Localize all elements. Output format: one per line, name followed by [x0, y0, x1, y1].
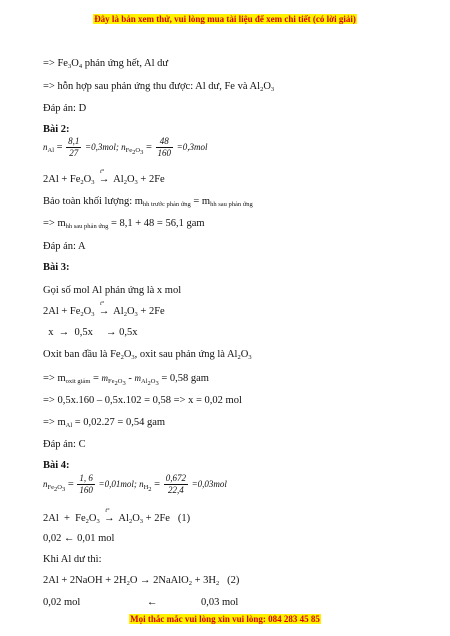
bai4-equation-1: $2Al + Fe_2O_3$ t° → $Al_2O_3 + 2Fe$ (1)	[43, 508, 191, 525]
fraction: $\frac{8,1}{27}$	[68, 136, 80, 158]
bai4-mol-1: 0,02 ← 0,01 mol	[43, 533, 115, 544]
heading-bai-3: Bài 3:	[43, 262, 70, 273]
bai3-eq2: => 0,5x.160 – 0,5x.102 = 0,58 => x = 0,02 mol	[43, 395, 242, 406]
arrow-icon: t° →	[104, 508, 115, 524]
arrow-icon: t° →	[98, 301, 110, 317]
fraction: $\frac{48}{160}$	[157, 136, 171, 158]
line-hon-hop: => hỗn hợp sau phản ứng thu được: Al dư, Fe và $Al_2O_3$	[43, 81, 275, 93]
answer-2: Đáp án: A	[43, 241, 86, 252]
bai2-bao-toan: Bảo toàn khối lượng: $m_{hh trước phản ứng} = m_{hh sau phản ứng}$	[43, 196, 253, 208]
bai2-calc: => $m_{hh sau phản ứng} = 8,1 + 48 = 56,1$ gam	[43, 218, 205, 230]
bai4-formula: $n_{Fe_2O_3}$ = $\frac{1, 6}{160}$ =0,01mol; $n_{H_2}$ = $\frac{0,672}{22,4}$ =0,03mol	[43, 473, 227, 495]
fraction: $\frac{0,672}{22,4}$	[165, 473, 186, 495]
bai3-oxit: Oxit ban đầu là $Fe_2O_3$, oxit sau phản ứng là $Al_2O_3$	[43, 349, 252, 361]
bai2-equation: $2Al + Fe_2O_3$ t° → $Al_2O_3 + 2Fe$	[43, 169, 165, 186]
bai3-mol: x → 0,5x → 0,5x	[43, 327, 138, 338]
bai4-khi-al-du: Khi Al dư thì:	[43, 554, 102, 565]
bai3-mgiam: => $m_{oxit giảm} = m_{Fe_2O_3} - m_{Al_2O_3} = 0,58$ gam	[43, 373, 209, 387]
answer-3: Đáp án: C	[43, 439, 86, 450]
bai3-intro: Gọi số mol Al phản ứng là x mol	[43, 285, 182, 296]
header-banner: Đây là bản xem thử, vui lòng mua tài liệu để xem chi tiết (có lời giải)	[94, 14, 356, 24]
bai2-formula: $n_{Al}$ = $\frac{8,1}{27}$ =0,3mol; $n_{Fe_2O_3}$ = $\frac{48}{160}$ =0,3mol	[43, 136, 208, 158]
fraction: $\frac{1, 6}{160}$	[79, 473, 93, 495]
heading-bai-2: Bài 2:	[43, 124, 70, 135]
footer-banner: Mọi thắc mắc vui lòng xin vui lòng: 084 283 45 85	[130, 614, 320, 624]
bai3-equation: $2Al + Fe_2O_3$ t° → $Al_2O_3 + 2Fe$	[43, 301, 165, 318]
arrow-icon: t° →	[98, 169, 110, 185]
answer-1: Đáp án: D	[43, 103, 87, 114]
bai4-mol-2: 0,02 mol ← 0,03 mol	[43, 597, 239, 608]
bai3-mal: => $m_{Al} = 0,02.27 = 0,54$ gam	[43, 417, 166, 429]
heading-bai-4: Bài 4:	[43, 460, 70, 471]
bai4-equation-2: 2Al + 2NaOH + $2H_2O$ → 2NaAlO$_2$ + $3H_2$ (2)	[43, 575, 240, 587]
line-fe3o4-het: => $Fe_3O_4$ phản ứng hết, Al dư	[43, 58, 169, 70]
